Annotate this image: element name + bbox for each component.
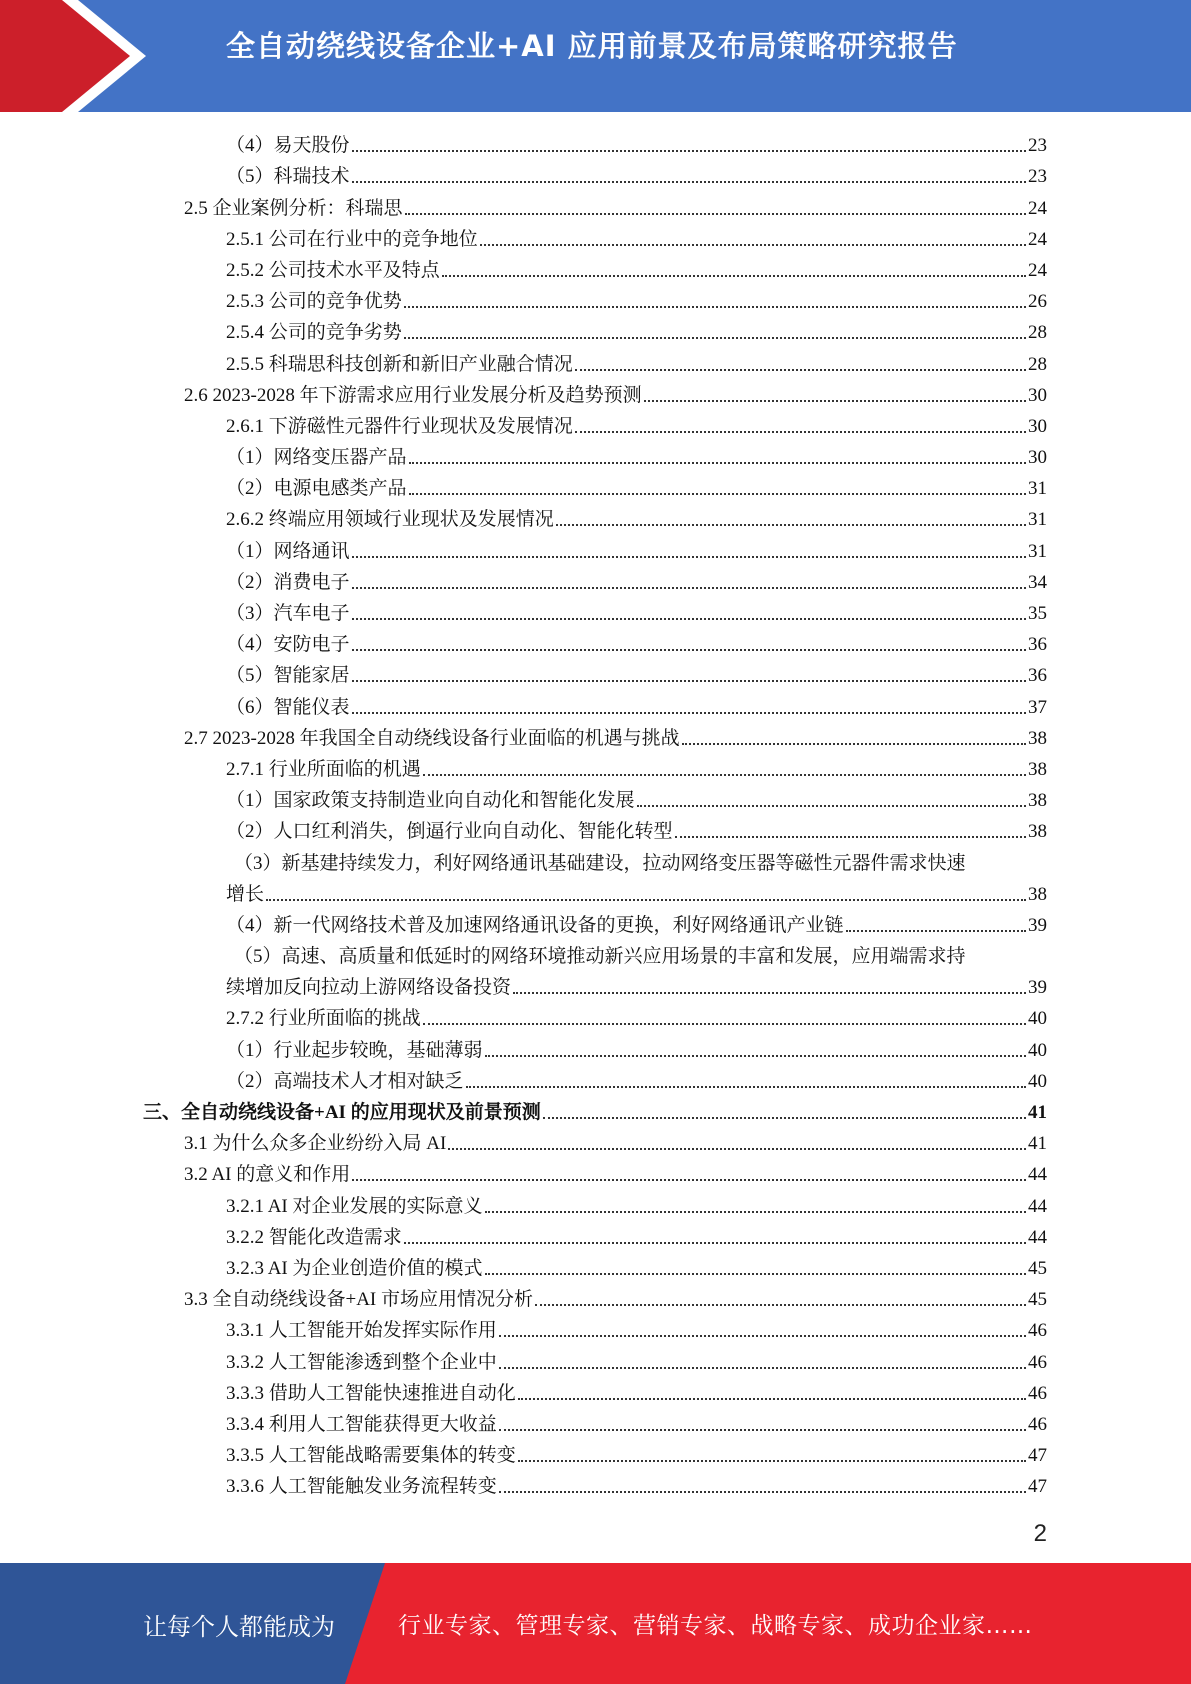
toc-entry-title: （2）高端技术人才相对缺乏 [226, 1070, 464, 1092]
toc-entry[interactable] [0, 1218, 1047, 1249]
toc-entry-title: （1）国家政策支持制造业向自动化和智能化发展 [226, 790, 635, 812]
toc-entry[interactable] [0, 1405, 1047, 1436]
toc-entry-page: 30 [1028, 384, 1047, 406]
toc-entry-title: （4）新一代网络技术普及加速网络通讯设备的更换，利好网络通讯产业链 [226, 914, 844, 936]
toc-entry-title: 三、全自动绕线设备+AI 的应用现状及前景预测 [143, 1102, 541, 1123]
toc-entry-page: 38 [1028, 758, 1047, 780]
toc-entry[interactable] [0, 282, 1047, 313]
toc-entry[interactable] [0, 407, 1047, 438]
toc-entry-page: 31 [1028, 478, 1047, 500]
toc-leader-dots [535, 1304, 1026, 1306]
toc-entry-title: 2.5.1 公司在行业中的竞争地位 [226, 228, 478, 250]
toc-entry-page: 46 [1028, 1351, 1047, 1373]
toc-entry-page: 28 [1028, 353, 1047, 375]
toc-entry-page: 41 [1028, 1133, 1047, 1155]
toc-entry-title: （4）易天股份 [226, 135, 350, 157]
toc-entry-page: 26 [1028, 291, 1047, 313]
toc-entry-title: 2.7.1 行业所面临的机遇 [226, 758, 421, 780]
toc-entry-page: 39 [1028, 914, 1047, 936]
toc-leader-dots [499, 1367, 1026, 1369]
toc-entry-page: 46 [1028, 1320, 1047, 1342]
toc-entry-title: 2.5 企业案例分析：科瑞思 [184, 197, 403, 219]
toc-entry-page: 47 [1028, 1445, 1047, 1467]
toc-entry-title: 2.6.2 终端应用领域行业现状及发展情况 [226, 509, 554, 531]
toc-entry[interactable] [0, 1249, 1047, 1280]
toc-entry[interactable] [0, 157, 1047, 188]
toc-entry-page: 31 [1028, 509, 1047, 531]
toc-entry[interactable] [0, 687, 1047, 718]
toc-leader-dots [485, 1273, 1026, 1275]
toc-entry[interactable] [0, 999, 1047, 1030]
toc-entry[interactable] [0, 906, 1047, 937]
toc-entry-page: 40 [1028, 1008, 1047, 1030]
toc-entry-page: 39 [1028, 977, 1047, 999]
toc-entry-title-continuation: 续增加反向拉动上游网络设备投资 [226, 977, 512, 999]
toc-entry[interactable] [0, 843, 1047, 874]
toc-entry-title: （2）消费电子 [226, 571, 350, 593]
toc-entry[interactable] [0, 1155, 1047, 1186]
toc-entry-page: 36 [1028, 634, 1047, 656]
toc-entry-page: 44 [1028, 1195, 1047, 1217]
toc-leader-dots [499, 1491, 1026, 1493]
toc-entry-page: 46 [1028, 1413, 1047, 1435]
toc-entry-title: （1）网络变压器产品 [226, 447, 407, 469]
toc-leader-dots [846, 930, 1026, 932]
toc-entry-page: 23 [1028, 135, 1047, 157]
toc-leader-dots [556, 524, 1026, 526]
toc-entry-page: 47 [1028, 1476, 1047, 1498]
toc-entry[interactable] [0, 1467, 1047, 1498]
toc-entry-page: 44 [1028, 1164, 1047, 1186]
toc-leader-dots [352, 712, 1026, 714]
toc-leader-dots [352, 618, 1026, 620]
toc-entry-title: （5）科瑞技术 [226, 166, 350, 188]
toc-leader-dots [644, 400, 1026, 402]
toc-entry-page: 40 [1028, 1070, 1047, 1092]
toc-entry-title: 3.2.3 AI 为企业创造价值的模式 [226, 1257, 483, 1279]
toc-entry[interactable] [0, 656, 1047, 687]
toc-entry-title: 3.2.1 AI 对企业发展的实际意义 [226, 1195, 483, 1217]
toc-leader-dots [682, 743, 1026, 745]
toc-leader-dots [499, 1429, 1026, 1431]
toc-entry-title: 3.2.2 智能化改造需求 [226, 1226, 402, 1248]
toc-entry-title: （4）安防电子 [226, 634, 350, 656]
toc-entry[interactable] [0, 1374, 1047, 1405]
toc-entry-title: 3.3.4 利用人工智能获得更大收益 [226, 1413, 497, 1435]
toc-chapter-entry[interactable] [0, 1093, 1047, 1124]
toc-entry[interactable] [0, 344, 1047, 375]
toc-leader-dots [423, 1023, 1026, 1025]
toc-entry-continuation[interactable] [0, 968, 1047, 999]
toc-entry-title: （2）电源电感类产品 [226, 478, 407, 500]
toc-entry[interactable] [0, 1186, 1047, 1217]
toc-entry-page: 35 [1028, 603, 1047, 624]
toc-entry[interactable] [0, 1030, 1047, 1061]
toc-leader-dots [518, 1398, 1026, 1400]
toc-leader-dots [485, 1211, 1026, 1213]
toc-entry-page: 38 [1028, 821, 1047, 843]
toc-leader-dots [352, 150, 1026, 152]
toc-leader-dots [637, 805, 1026, 807]
toc-leader-dots [352, 680, 1026, 682]
toc-entry-title: （1）网络通讯 [226, 540, 350, 562]
toc-entry-title: 2.7.2 行业所面临的挑战 [226, 1008, 421, 1030]
toc-leader-dots [352, 1179, 1026, 1181]
toc-entry-page: 28 [1028, 322, 1047, 344]
toc-entry-title: 3.3 全自动绕线设备+AI 市场应用情况分析 [184, 1289, 534, 1311]
toc-entry-page: 38 [1028, 883, 1047, 905]
toc-leader-dots [675, 836, 1026, 838]
toc-leader-dots [448, 1148, 1026, 1150]
toc-leader-dots [513, 992, 1026, 994]
toc-entry-page: 44 [1028, 1226, 1047, 1248]
toc-leader-dots [405, 213, 1026, 215]
toc-entry[interactable] [0, 1311, 1047, 1342]
toc-entry[interactable] [0, 1436, 1047, 1467]
toc-leader-dots [466, 1086, 1026, 1088]
toc-entry[interactable] [0, 500, 1047, 531]
toc-entry[interactable] [0, 220, 1047, 251]
toc-entry-title: （6）智能仪表 [226, 696, 350, 718]
toc-entry-page: 45 [1028, 1289, 1047, 1311]
toc-entry-title: 3.3.3 借助人工智能快速推进自动化 [226, 1382, 516, 1404]
toc-leader-dots [409, 462, 1026, 464]
toc-entry-title: 3.1 为什么众多企业纷纷入局 AI [184, 1133, 447, 1155]
toc-leader-dots [499, 1335, 1026, 1337]
toc-entry[interactable] [0, 781, 1047, 812]
toc-leader-dots [404, 337, 1026, 339]
toc-entry-title: 2.7 2023-2028 年我国全自动绕线设备行业面临的机遇与挑战 [184, 727, 680, 749]
toc-entry-title: （1）行业起步较晚，基础薄弱 [226, 1039, 483, 1061]
toc-entry-title: （5）高速、高质量和低延时的网络环境推动新兴应用场景的丰富和发展，应用端需求持 [234, 946, 966, 968]
footer-slogan-right: 行业专家、管理专家、营销专家、战略专家、成功企业家…… [398, 1613, 1033, 1639]
toc-entry-title: 2.5.3 公司的竞争优势 [226, 291, 402, 313]
toc-entry-page: 30 [1028, 447, 1047, 469]
toc-entry[interactable] [0, 126, 1047, 157]
toc-entry[interactable] [0, 251, 1047, 282]
toc-entry-title: 2.5.5 科瑞思科技创新和新旧产业融合情况 [226, 353, 573, 375]
toc-leader-dots [409, 493, 1026, 495]
toc-entry-page: 24 [1028, 259, 1047, 281]
toc-entry[interactable] [0, 594, 1047, 625]
toc-entry[interactable] [0, 1342, 1047, 1373]
toc-entry-page: 41 [1028, 1102, 1047, 1123]
toc-entry[interactable] [0, 563, 1047, 594]
toc-entry-title: （3）汽车电子 [226, 603, 350, 624]
toc-leader-dots [543, 1117, 1026, 1119]
toc-entry-title: 3.2 AI 的意义和作用 [184, 1164, 351, 1186]
toc-entry-page: 30 [1028, 415, 1047, 437]
toc-entry-page: 24 [1028, 228, 1047, 250]
toc-entry-title: 3.3.5 人工智能战略需要集体的转变 [226, 1445, 516, 1467]
toc-leader-dots [442, 275, 1026, 277]
toc-entry-page: 38 [1028, 790, 1047, 812]
footer-slogan-left: 让每个人都能成为 [143, 1613, 335, 1641]
toc-entry-title: 2.5.2 公司技术水平及特点 [226, 259, 440, 281]
toc-entry-page: 23 [1028, 166, 1047, 188]
toc-entry[interactable] [0, 1062, 1047, 1093]
toc-entry-page: 24 [1028, 197, 1047, 219]
page-number: 2 [1033, 1520, 1047, 1547]
toc-entry-page: 46 [1028, 1382, 1047, 1404]
toc-entry-title: 2.6.1 下游磁性元器件行业现状及发展情况 [226, 415, 573, 437]
toc-entry-title: 2.5.4 公司的竞争劣势 [226, 322, 402, 344]
toc-entry[interactable] [0, 531, 1047, 562]
toc-entry[interactable] [0, 812, 1047, 843]
toc-entry-page: 31 [1028, 540, 1047, 562]
toc-entry[interactable] [0, 438, 1047, 469]
toc-leader-dots [352, 556, 1026, 558]
toc-entry[interactable] [0, 469, 1047, 500]
toc-entry[interactable] [0, 937, 1047, 968]
toc-leader-dots [575, 431, 1026, 433]
toc-entry-continuation[interactable] [0, 875, 1047, 906]
toc-leader-dots [575, 369, 1026, 371]
toc-leader-dots [518, 1460, 1026, 1462]
toc-leader-dots [404, 1242, 1026, 1244]
toc-entry-title-continuation: 增长 [226, 883, 265, 905]
toc-entry-page: 40 [1028, 1039, 1047, 1061]
toc-leader-dots [352, 649, 1026, 651]
toc-entry[interactable] [0, 719, 1047, 750]
toc-entry-title: 3.3.2 人工智能渗透到整个企业中 [226, 1351, 497, 1373]
header-arrow-decoration [0, 0, 160, 112]
toc-entry-title: 3.3.6 人工智能触发业务流程转变 [226, 1476, 497, 1498]
toc-entry-title: 2.6 2023-2028 年下游需求应用行业发展分析及趋势预测 [184, 384, 642, 406]
toc-entry[interactable] [0, 376, 1047, 407]
toc-entry[interactable] [0, 750, 1047, 781]
toc-entry-title: （5）智能家居 [226, 665, 350, 687]
page-footer [0, 1563, 1191, 1684]
toc-entry[interactable] [0, 625, 1047, 656]
toc-entry[interactable] [0, 313, 1047, 344]
toc-entry[interactable] [0, 1280, 1047, 1311]
toc-leader-dots [423, 774, 1026, 776]
toc-entry-page: 36 [1028, 665, 1047, 687]
toc-entry-page: 38 [1028, 727, 1047, 749]
table-of-contents [0, 126, 1191, 1498]
page-header [0, 0, 1191, 112]
toc-leader-dots [404, 306, 1026, 308]
toc-entry-page: 34 [1028, 571, 1047, 593]
toc-entry-title: （3）新基建持续发力，利好网络通讯基础建设，拉动网络变压器等磁性元器件需求快速 [234, 852, 966, 874]
toc-entry-page: 45 [1028, 1257, 1047, 1279]
toc-leader-dots [352, 587, 1026, 589]
toc-leader-dots [266, 899, 1026, 901]
toc-leader-dots [352, 181, 1026, 183]
toc-leader-dots [485, 1055, 1026, 1057]
toc-entry-title: （2）人口红利消失，倒逼行业向自动化、智能化转型 [226, 821, 673, 843]
toc-entry-page: 37 [1028, 696, 1047, 718]
toc-leader-dots [480, 244, 1026, 246]
report-title: 全自动绕线设备企业+AI 应用前景及布局策略研究报告 [226, 29, 958, 63]
toc-entry[interactable] [0, 188, 1047, 219]
toc-entry[interactable] [0, 1124, 1047, 1155]
toc-entry-title: 3.3.1 人工智能开始发挥实际作用 [226, 1320, 497, 1342]
